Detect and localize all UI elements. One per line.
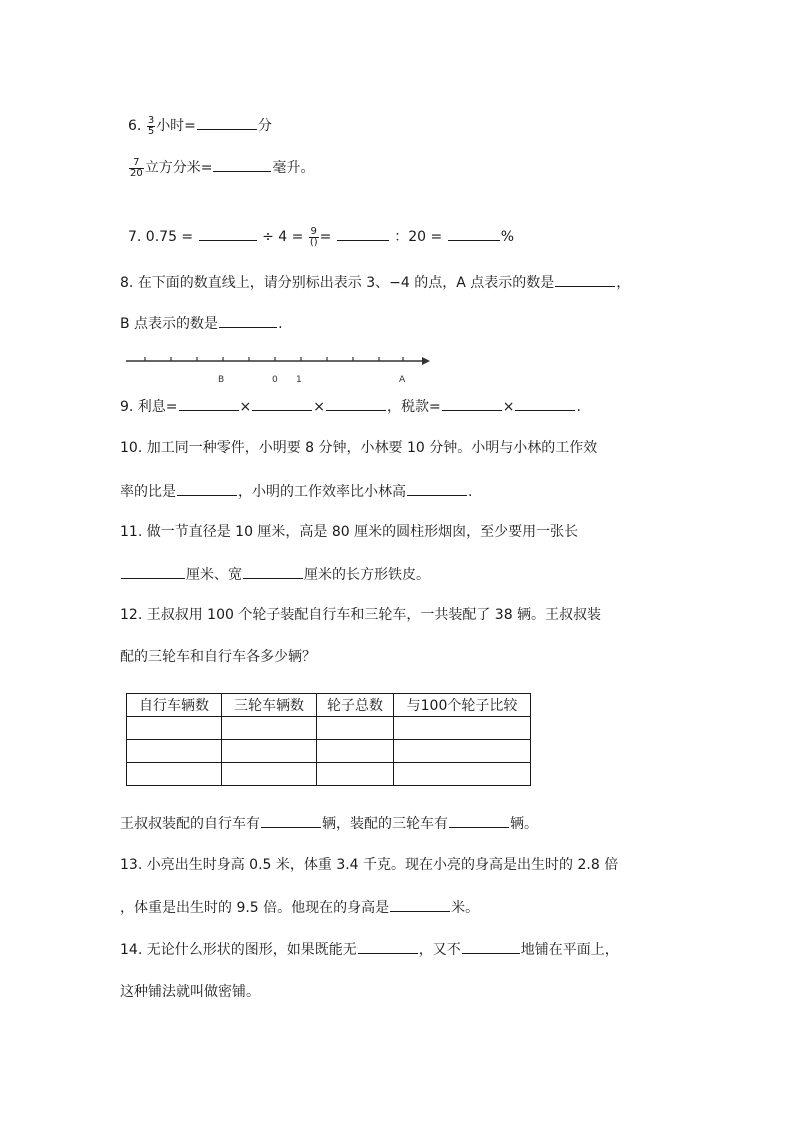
table-cell[interactable]	[222, 740, 317, 763]
q6-text-min: 分	[257, 118, 272, 134]
q8-text1: 8. 在下面的数直线上，请分别标出表示 3、−4 的点，A 点表示的数是	[120, 275, 555, 291]
q6-text-hours: 小时=	[156, 118, 196, 134]
q6-fraction-3-5: $\frac{3}{5}$	[147, 114, 155, 137]
table-cell[interactable]	[394, 740, 531, 763]
table-cell[interactable]	[222, 763, 317, 786]
q8-blank-a[interactable]	[555, 272, 615, 287]
q9-tax: ，税款=	[387, 399, 441, 415]
table-cell[interactable]	[394, 717, 531, 740]
q6-line2	[128, 157, 314, 179]
q12-line1: 12. 王叔叔用 100 个轮子装配自行车和三轮车，一共装配了 38 辆。王叔叔装	[120, 607, 602, 623]
q9-blank-3[interactable]	[326, 396, 386, 411]
q11-line2	[120, 564, 430, 585]
q6-line1	[128, 115, 272, 137]
q14-blank-1[interactable]	[358, 939, 418, 954]
number-line-arrow	[422, 357, 430, 365]
q6-text-ml: 毫升。	[272, 160, 315, 176]
q6-blank-ml[interactable]	[213, 157, 271, 172]
q12-table	[126, 693, 531, 786]
table-cell[interactable]	[127, 740, 222, 763]
q9-prefix: 9. 利息=	[120, 399, 178, 415]
number-line-label-a: A	[399, 375, 406, 385]
q11-text2a: 厘米、宽	[186, 567, 242, 583]
q10-line1: 10. 加工同一种零件，小明要 8 分钟，小林要 10 分钟。小明与小林的工作效	[120, 440, 598, 456]
q14-line2: 这种铺法就叫做密铺。	[120, 984, 260, 1000]
table-row	[127, 717, 531, 740]
q8-text2: B 点表示的数是	[120, 316, 219, 332]
q11-text2b: 厘米的长方形铁皮。	[304, 567, 430, 583]
table-cell[interactable]	[317, 740, 394, 763]
table-cell[interactable]	[127, 763, 222, 786]
q7-fraction-9: $\frac{9}{()}$	[309, 225, 318, 248]
q13-text2a: ，体重是出生时的 9.5 倍。他现在的身高是	[120, 900, 390, 916]
q11-blank-width[interactable]	[243, 564, 303, 579]
q6-text-cubic-dm: 立方分米=	[144, 160, 213, 176]
q10-line2	[120, 481, 472, 502]
q6-number: 6.	[128, 118, 142, 134]
q11-blank-length[interactable]	[121, 564, 185, 579]
q13-text2b: 米。	[451, 900, 480, 916]
q10-text2b: ，小明的工作效率比小林高	[238, 484, 406, 500]
q10-text2c: .	[468, 484, 473, 500]
q8-line1	[120, 272, 630, 293]
table-header-bikes: 自行车辆数	[127, 694, 222, 717]
q14-blank-2[interactable]	[462, 939, 520, 954]
table-cell[interactable]	[317, 717, 394, 740]
q10-blank-ratio[interactable]	[177, 481, 237, 496]
q8-comma: ，	[616, 275, 631, 291]
q9-blank-4[interactable]	[442, 396, 502, 411]
q7-blank-2[interactable]	[337, 226, 389, 241]
q7-div4: ÷ 4 =	[262, 229, 304, 245]
q14-text1c: 地铺在平面上，	[520, 942, 619, 958]
q7-colon20: ：20 =	[394, 229, 443, 245]
q9-times-2: ×	[313, 399, 326, 415]
q14-line1	[120, 939, 619, 960]
q8-period: .	[278, 316, 283, 332]
q14-text1b: ，又不	[418, 942, 461, 958]
q13-line2	[120, 897, 479, 918]
q9-blank-5[interactable]	[515, 396, 575, 411]
number-line-label-0: 0	[272, 375, 278, 385]
q6-fraction-7-20: $\frac{7}{20}$	[130, 156, 143, 179]
q12-answer-line	[120, 813, 538, 834]
q7-blank-3[interactable]	[448, 226, 500, 241]
q10-text2a: 率的比是	[120, 484, 176, 500]
q12-blank-bikes[interactable]	[261, 813, 321, 828]
q10-blank-percent[interactable]	[407, 481, 467, 496]
q14-text1a: 14. 无论什么形状的图形，如果既能无	[120, 942, 357, 958]
table-cell[interactable]	[317, 763, 394, 786]
q7-prefix: 7. 0.75 =	[128, 229, 194, 245]
q7-eq: =	[319, 229, 332, 245]
table-header-compare: 与100个轮子比较	[394, 694, 531, 717]
q9-blank-2[interactable]	[252, 396, 312, 411]
q12-answer-c: 辆。	[510, 816, 538, 832]
q11-line1: 11. 做一节直径是 10 厘米，高是 80 厘米的圆柱形烟囱，至少要用一张长	[120, 524, 579, 540]
q12-line2: 配的三轮车和自行车各多少辆？	[120, 649, 316, 665]
q8-line2	[120, 313, 283, 334]
q13-line1: 13. 小亮出生时身高 0.5 米，体重 3.4 千克。现在小亮的身高是出生时的 2.8 倍	[120, 857, 619, 873]
table-row	[127, 740, 531, 763]
q8-blank-b[interactable]	[219, 313, 277, 328]
number-line-label-1: 1	[296, 375, 302, 385]
q12-answer-a: 王叔叔装配的自行车有	[120, 816, 260, 832]
table-row	[127, 763, 531, 786]
table-cell[interactable]	[394, 763, 531, 786]
table-cell[interactable]	[222, 717, 317, 740]
number-line	[124, 352, 434, 386]
table-header-wheels: 轮子总数	[317, 694, 394, 717]
q6-blank-minutes[interactable]	[197, 115, 257, 130]
q7-blank-1[interactable]	[199, 226, 257, 241]
q7-line	[128, 226, 514, 248]
number-line-label-b: B	[218, 375, 225, 385]
q9-end: .	[576, 399, 581, 415]
q9-blank-1[interactable]	[179, 396, 239, 411]
table-header-row	[127, 694, 531, 717]
table-header-trikes: 三轮车辆数	[222, 694, 317, 717]
table-cell[interactable]	[127, 717, 222, 740]
q12-answer-b: 辆，装配的三轮车有	[322, 816, 448, 832]
q9-times-3: ×	[502, 399, 515, 415]
q9-line	[120, 396, 581, 417]
q9-times-1: ×	[239, 399, 252, 415]
q7-percent: %	[500, 229, 515, 245]
q12-blank-trikes[interactable]	[449, 813, 509, 828]
q13-blank-height[interactable]	[390, 897, 450, 912]
